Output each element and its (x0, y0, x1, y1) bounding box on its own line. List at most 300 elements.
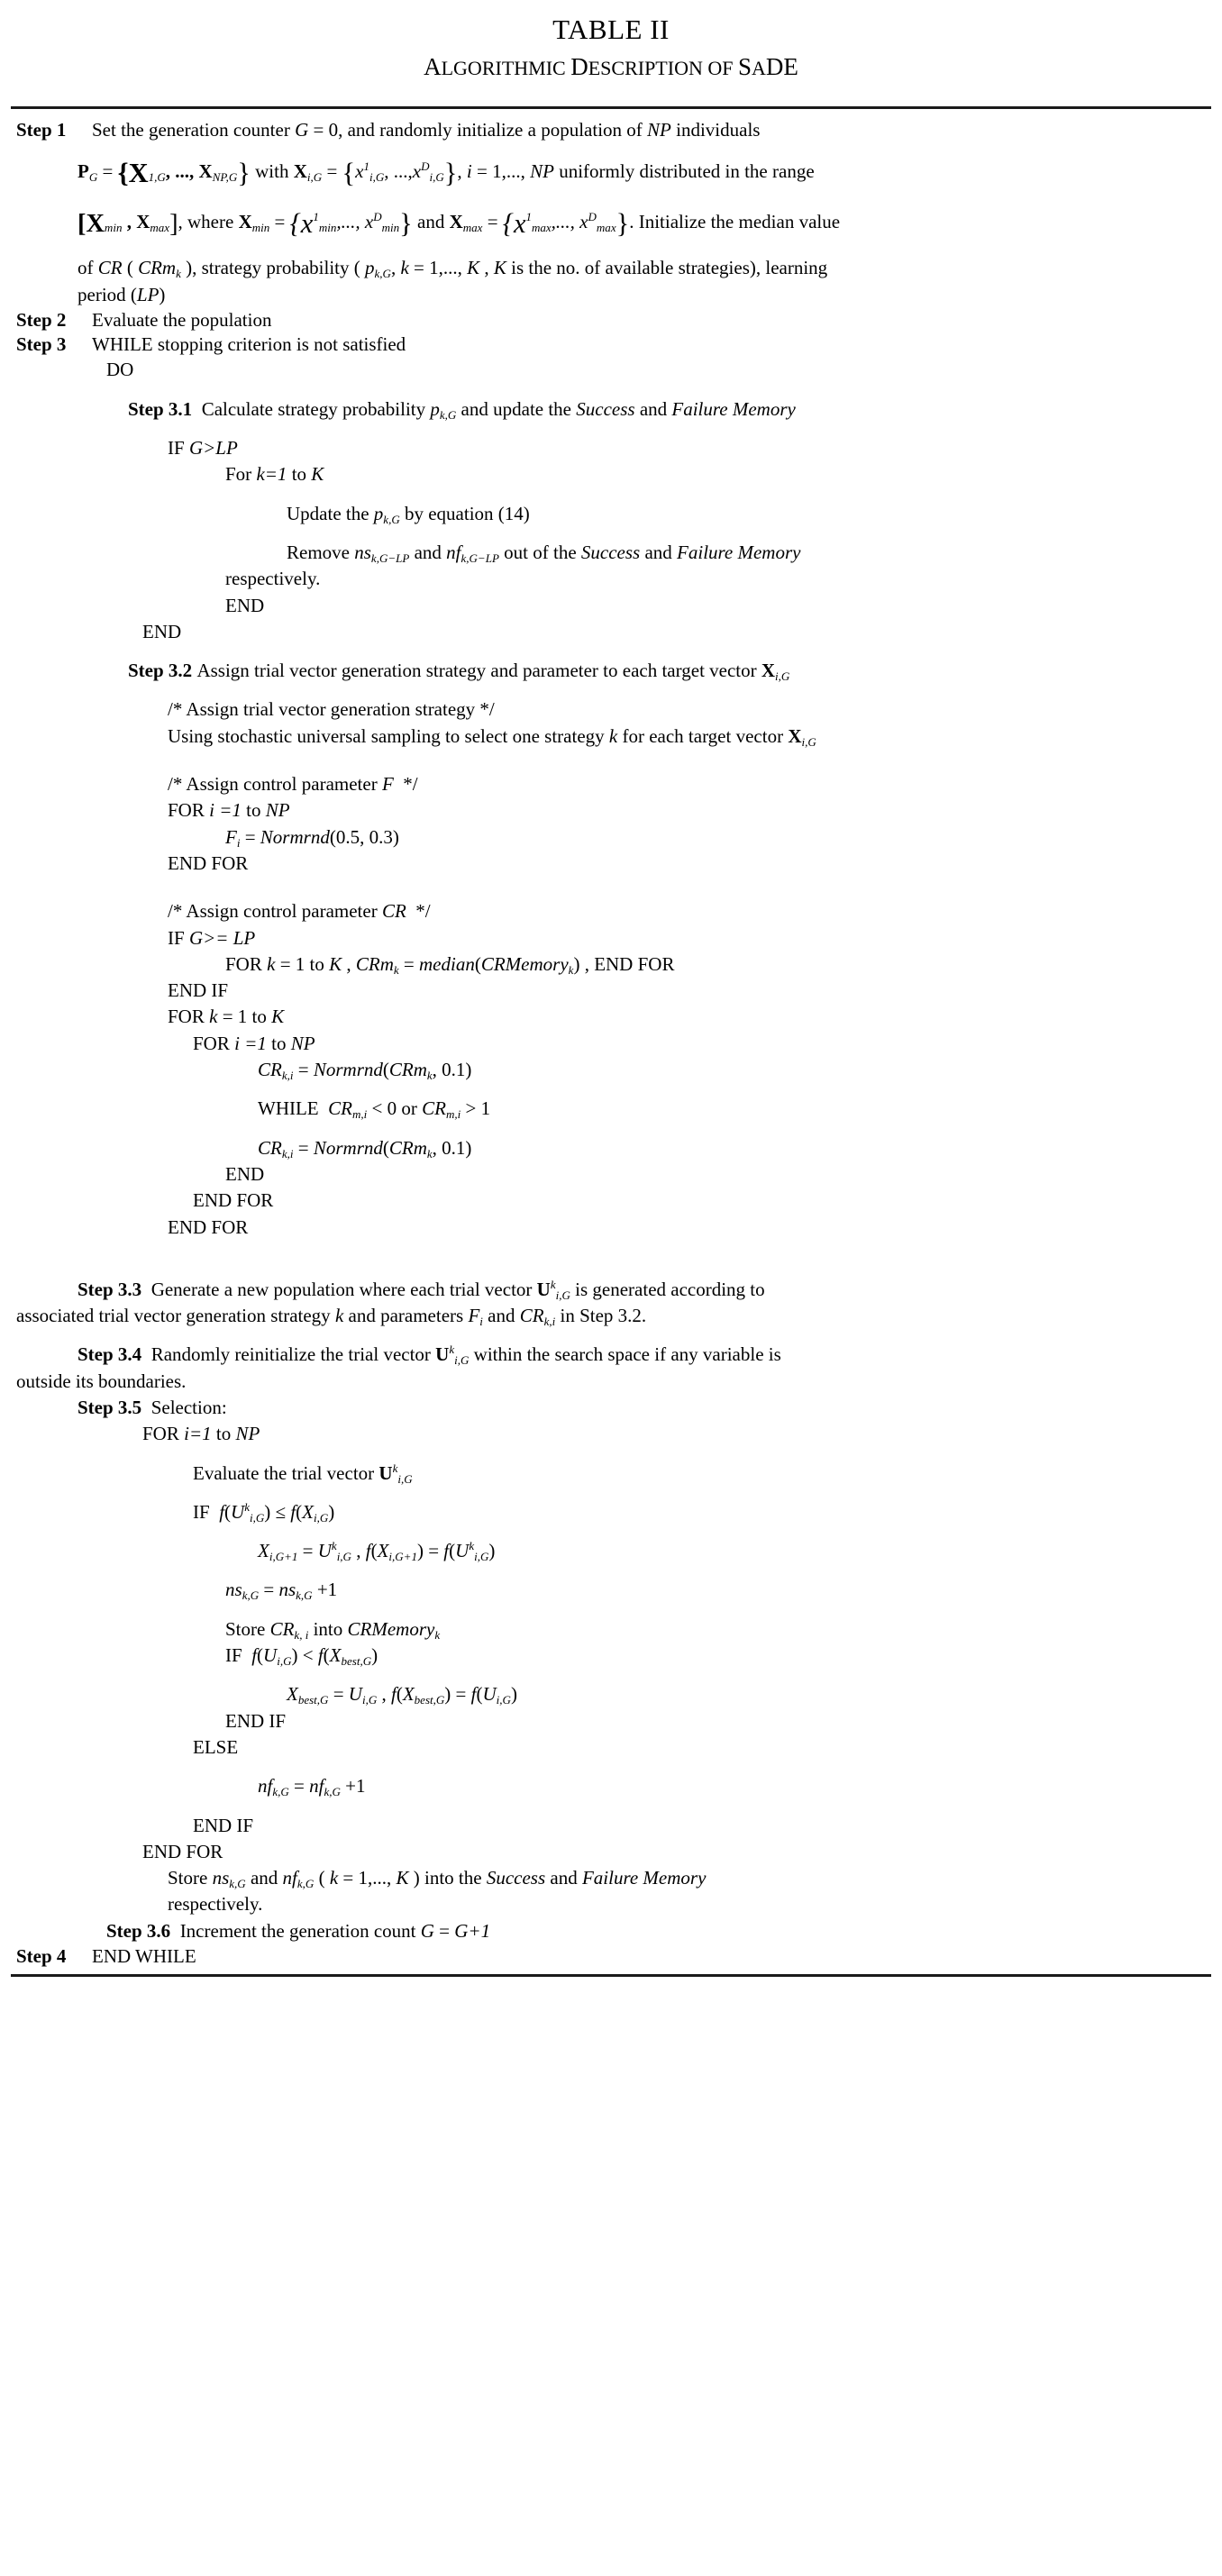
step-3-5-else: ELSE (193, 1735, 239, 1758)
s1-l4-e: = 1,..., (408, 257, 468, 279)
s31-rem-failure: Failure Memory (677, 541, 801, 563)
s35-ns-b-sub: k,G (296, 1588, 313, 1603)
s32-wh-c: > 1 (461, 1097, 491, 1120)
s31-rem-c: out of the (498, 541, 581, 563)
s35-for-i: i=1 (184, 1423, 212, 1445)
s32-cr1-eq: = (293, 1059, 314, 1081)
s1-X: X (293, 160, 307, 183)
s35-best-U: U (348, 1683, 362, 1706)
step-3-5-store-memory (168, 1865, 1206, 1891)
s32-fk-c: , (342, 952, 356, 975)
s35-st2-b: and (245, 1867, 283, 1889)
s35-best-X2-sub: best,G (414, 1693, 445, 1707)
step-3-do: DO (106, 359, 134, 381)
s35-eval-U-sub: i,G (397, 1471, 413, 1486)
s32-fi2-i: i =1 (234, 1032, 267, 1054)
s31-upd-p: p (373, 502, 384, 524)
step-4-text: END WHILE (92, 1945, 196, 1968)
s1-l3-Xmaxsub: max (462, 220, 483, 234)
s35-st2-e: ) into the (408, 1867, 487, 1889)
s1-l3-Xmax: X (449, 210, 463, 232)
s32-ifg-a: IF (168, 926, 189, 949)
s1-l3-minsub: min (104, 220, 123, 234)
s35-st2-k: k (329, 1867, 339, 1889)
caption-s: S (737, 52, 752, 80)
s35-st2-K: K (396, 1867, 409, 1889)
caption-of: OF (707, 56, 738, 79)
s33-U: U (536, 1278, 551, 1300)
s32-fi-a: FOR (168, 799, 210, 822)
s35-if-f1: f (219, 1500, 225, 1523)
s1-l3-maxsub2: max (596, 220, 616, 234)
s32-fi2-NP: NP (290, 1032, 315, 1054)
s34-U-sup: k (449, 1343, 455, 1357)
s35-asg-X: X (258, 1540, 269, 1562)
step-3-5-store-cr (225, 1616, 1206, 1643)
s35-st2-ns: ns (212, 1867, 230, 1889)
s36-G: G (420, 1919, 434, 1942)
s35-ns-b: ns (278, 1579, 296, 1601)
s32-fi-b: to (241, 799, 266, 822)
s35-for-NP: NP (235, 1423, 260, 1445)
s35-asg-U: U (317, 1540, 332, 1562)
s32-ccr-a: /* Assign control parameter (168, 900, 382, 923)
s35-best-f2close: ) (510, 1683, 517, 1706)
s32-cr1-sub: k,i (281, 1068, 294, 1082)
s33-f: in Step 3.2. (555, 1305, 647, 1327)
s1-with: with (250, 160, 294, 183)
s35-if2-close2: ) (371, 1644, 378, 1667)
s32-cr2-sub: k,i (281, 1146, 294, 1161)
s35-eval-U: U (378, 1461, 393, 1484)
s35-st2-ns-sub: k,G (229, 1877, 246, 1891)
s32-cf-b: */ (393, 773, 418, 796)
s33-e: and (482, 1305, 520, 1327)
s34-a: Randomly reinitialize the trial vector (150, 1343, 436, 1366)
step-3-2-forK-median (225, 951, 1206, 978)
s35-if2-open2: ( (323, 1644, 330, 1667)
s35-if-open2: ( (296, 1500, 303, 1523)
step-3-2-for-i (168, 797, 1206, 824)
s1-P-sub: G (88, 170, 98, 185)
s35-title: Selection: (150, 1396, 227, 1418)
s35-best-X2: X (402, 1683, 415, 1706)
s35-asg-U-sub: i,G (336, 1550, 351, 1564)
s35-asg-X2: X (377, 1540, 389, 1562)
s32-cr1-fn: Normrnd (313, 1059, 383, 1081)
s35-nf-a: nf (258, 1775, 273, 1798)
s1-l3-minsub1: min (318, 220, 337, 234)
s1-l3-tail: . Initialize the median value (629, 210, 841, 232)
s35-if-X: X (302, 1500, 314, 1523)
s35-st2-failure: Failure Memory (581, 1867, 707, 1889)
s35-asg-U2-sub: i,G (474, 1550, 489, 1564)
step-3-5-if2 (225, 1643, 1206, 1669)
s35-if-close2: ) (328, 1500, 335, 1523)
caption-d: D (570, 52, 588, 80)
s35-st-a: Store (225, 1617, 270, 1640)
s35-asg-fclose: ) (416, 1540, 424, 1562)
s32-fk-k: k (267, 952, 276, 975)
step-1-label: Step 1 (16, 118, 67, 141)
s1-l5-b: ) (159, 283, 166, 305)
s32-cf-a: /* Assign control parameter (168, 773, 382, 796)
s1-l3-minsub2: min (381, 220, 400, 234)
s31-failure: Failure Memory (671, 397, 796, 420)
s1-l3-comma: , X (122, 210, 150, 232)
s1-mid: , ..., X (165, 160, 213, 183)
s1-l5-a: period ( (78, 283, 137, 305)
s35-st2-f: and (545, 1867, 582, 1889)
s1-l3-minset: {x (289, 207, 314, 239)
s1-X-sub: i,G (306, 170, 323, 185)
step-1-line-2 (78, 155, 1206, 193)
step-3-text: WHILE stopping criterion is not satisfied (92, 333, 406, 356)
s32-cr1-CRm: CRm (388, 1059, 427, 1081)
step-3-2-forK2 (168, 1004, 1206, 1030)
s35-for-a: FOR (142, 1423, 185, 1445)
s1-l4-p-sub: k,G (374, 267, 391, 281)
step-4-label: Step 4 (16, 1945, 67, 1968)
s32-fi2-b: to (266, 1032, 291, 1054)
step-3-5-nf (258, 1773, 1206, 1799)
step-2-label: Step 2 (16, 308, 67, 331)
s35-if-a: IF (193, 1500, 220, 1523)
s32-cr1-open: ( (382, 1059, 389, 1081)
step-3-1-end-outer: END (142, 620, 182, 642)
step-3-5-eval (193, 1461, 1206, 1487)
s35-best-eq2: = (451, 1683, 471, 1706)
s35-asg-X2-sub: i,G+1 (388, 1550, 417, 1564)
s33-a: Generate a new population where each trial vector (150, 1278, 537, 1300)
s1-l4-K: K (467, 257, 480, 279)
s35-st-CR-sub: k, i (294, 1627, 309, 1642)
s35-eval-a: Evaluate the trial vector (193, 1461, 379, 1484)
s1-tail2: = 1,..., (471, 160, 531, 183)
s32-cr2-open: ( (382, 1136, 389, 1159)
s1-l3-and: and (412, 210, 450, 232)
s1-l1-a: Set the generation counter (92, 118, 296, 141)
s35-asg-f2open: ( (449, 1540, 456, 1562)
step-3-1-if (168, 435, 1206, 461)
step-2-row (16, 308, 1206, 332)
step-3-4-cont: outside its boundaries. (16, 1370, 187, 1392)
s31-if-G: G>LP (188, 437, 238, 460)
s1-l3-maxclose: } (616, 207, 630, 239)
s32-fk-CRm: CRm (355, 952, 394, 975)
s35-best-U2-sub: i,G (496, 1693, 511, 1707)
s35-best-X: X (287, 1683, 298, 1706)
s35-best-fopen: ( (396, 1683, 403, 1706)
s32-sus-b: for each target vector (617, 724, 789, 747)
s32-X: X (761, 660, 776, 682)
caption-s-rest: A (752, 56, 766, 79)
s32-fk2-b: = 1 to (217, 1006, 272, 1028)
s32-sus-X: X (788, 724, 802, 747)
step-3-2-end-for-outer: END FOR (168, 1215, 249, 1238)
s32-F-sub: i (236, 835, 241, 850)
s1-set1-close: } (237, 158, 251, 189)
s33-CR: CR (519, 1305, 544, 1327)
s32-sus-X-sub: i,G (801, 734, 816, 749)
step-3-5-label: Step 3.5 (78, 1396, 142, 1418)
s33-CR-sub: k,i (543, 1314, 556, 1328)
s35-nf-b: nf (309, 1775, 324, 1798)
s1-l3-Xmin: X (238, 210, 252, 232)
s35-st2-d: = 1,..., (338, 1867, 397, 1889)
s31-rem-nf: nf (446, 541, 461, 563)
step-3-1-remove (287, 540, 1206, 566)
s34-U-sub: i,G (454, 1353, 470, 1368)
step-3-row (16, 332, 1206, 357)
s1-l4-CR: CR (97, 257, 123, 279)
s31-a: Calculate strategy probability (201, 397, 431, 420)
s32-ccr-CR: CR (381, 900, 406, 923)
table-caption (0, 51, 1222, 83)
step-3-5-head (78, 1395, 1206, 1421)
s1-l4-g: is the no. of available strategies), learning (506, 257, 828, 279)
table-bottom-rule (11, 1974, 1211, 1977)
caption-de: DE (765, 52, 798, 80)
s1-l3-eq2: = (482, 210, 503, 232)
s32-fk-median: median (419, 952, 475, 975)
s1-l1-G: G (295, 118, 309, 141)
step-3-2-cr-assign-2 (258, 1135, 1206, 1161)
s31-rem-success: Success (580, 541, 641, 563)
s32-fk-mem-sub: k (568, 962, 574, 977)
s35-st-mem: CRMemory (347, 1617, 435, 1640)
s31-rem-ns: ns (354, 541, 371, 563)
s1-l1-NP: NP (647, 118, 671, 141)
s35-best-fclose: ) (444, 1683, 451, 1706)
step-3-2-end-while: END (225, 1162, 265, 1185)
step-3-label: Step 3 (16, 333, 67, 356)
table-body (0, 109, 1222, 1969)
s35-asg-eq2: = (423, 1540, 444, 1562)
s35-if2-U: U (263, 1644, 278, 1667)
s31-for-K: K (311, 463, 324, 486)
s35-st2-c: ( (314, 1867, 330, 1889)
s35-best-c: , (377, 1683, 391, 1706)
s31-c: and (634, 397, 672, 420)
s1-l3-maxsub1: max (531, 220, 552, 234)
s1-l3-maxmid: ,..., x (551, 210, 588, 232)
s1-l1-d: individuals (670, 118, 761, 141)
s31-p-sub: k,G (439, 407, 457, 422)
s31-rem-ns-sub: k,G−LP (370, 551, 410, 565)
caption-a-rest: LGORITHMIC (441, 56, 571, 79)
s32-ccr-b: */ (406, 900, 431, 923)
s1-P: P (78, 160, 89, 183)
s32-fk-d: , END FOR (579, 952, 675, 975)
s31-for-b: to (287, 463, 312, 486)
step-3-2-comment-CR (168, 898, 1206, 924)
s1-l3-minsup1: 1 (313, 209, 319, 223)
s35-ns-plus: +1 (312, 1579, 338, 1601)
s35-for-b: to (211, 1423, 236, 1445)
s35-eval-U-sup: k (392, 1461, 398, 1475)
s33-F-sub: i (479, 1314, 483, 1328)
s1-x1: x (355, 160, 364, 183)
s1-l3-where: , where (178, 210, 239, 232)
s35-if2-X-sub: best,G (341, 1653, 372, 1668)
s1-l4-d: , (390, 257, 401, 279)
s35-st2-success: Success (486, 1867, 546, 1889)
s1-i: i (466, 160, 472, 183)
s35-if2-a: IF (225, 1644, 252, 1667)
step-3-4-label: Step 3.4 (78, 1343, 142, 1366)
s35-asg-f2: f (443, 1540, 450, 1562)
s35-st-mem-sub: k (434, 1627, 441, 1642)
s35-if-X-sub: i,G (313, 1510, 329, 1525)
s32-fk-close: ) (573, 952, 580, 975)
s35-best-U-sub: i,G (361, 1693, 378, 1707)
s36-a: Increment the generation count (179, 1919, 421, 1942)
s1-l3-maxsub: max (150, 220, 170, 234)
s32-cr1-args: , 0.1) (432, 1059, 472, 1081)
s32-F-eq: = (240, 825, 260, 848)
s32-cr2-CRm: CRm (388, 1136, 427, 1159)
s1-l3-Xminsub: min (251, 220, 270, 234)
step-3-5-ns (225, 1577, 1206, 1603)
s35-asg-U-sup: k (331, 1539, 337, 1553)
s32-fk-mem: CRMemory (480, 952, 569, 975)
s32-fk-K: K (329, 952, 342, 975)
s31-for-a: For (225, 463, 257, 486)
s1-l4-CRm: CRm (138, 257, 177, 279)
step-3-5-endfor: END FOR (142, 1840, 223, 1862)
step-3-3-label: Step 3.3 (78, 1278, 142, 1300)
s32-fk2-K: K (271, 1006, 285, 1028)
s32-F-args: (0.5, 0.3) (329, 825, 399, 848)
step-3-1-end-inner: END (225, 594, 265, 616)
step-3-3-head (78, 1277, 1206, 1303)
step-3-5-best-assign (287, 1681, 1206, 1707)
s32-cf-F: F (381, 773, 394, 796)
s32-cr2-eq: = (293, 1136, 314, 1159)
step-3-5-endif-outer: END IF (193, 1814, 254, 1836)
s1-l3-minmid: ,..., x (336, 210, 374, 232)
s32-cr2: CR (258, 1136, 282, 1159)
caption-d-rest: ESCRIPTION (588, 56, 708, 79)
s1-eq2: = (322, 160, 342, 183)
s35-if2-lt: < (297, 1644, 318, 1667)
s33-U-sup: k (550, 1277, 556, 1291)
step-3-2-sus (168, 724, 1206, 750)
s34-U: U (435, 1343, 450, 1366)
s32-sus-k: k (608, 724, 618, 747)
step-3-2-forI2 (193, 1031, 1206, 1057)
s35-if-open: ( (224, 1500, 232, 1523)
s31-b: and update the (456, 397, 577, 420)
s35-if-U-sub: i,G (249, 1510, 265, 1525)
step-3-1-head (128, 396, 1206, 423)
s35-best-X-sub: best,G (297, 1693, 329, 1707)
step-3-2-F-assign (225, 824, 1206, 851)
step-3-3-cont (16, 1303, 1206, 1329)
step-3-5-endif-inner: END IF (225, 1709, 287, 1732)
s1-l3-eq: = (269, 210, 290, 232)
s1-l4-CRm-sub: k (176, 267, 181, 281)
s1-x2-sub: i,G (429, 170, 444, 185)
s1-l3-minclose: } (399, 207, 413, 239)
s32-wh-CR1: CR (328, 1097, 352, 1120)
s1-X1sub: 1,G (148, 170, 166, 185)
s32-sus-a: Using stochastic universal sampling to select one strategy (168, 724, 609, 747)
step-1-line-5 (78, 282, 1206, 308)
step-3-2-comment-F (168, 771, 1206, 797)
s1-l4-a: of (78, 257, 98, 279)
s32-wh-CR1-sub: m,i (351, 1107, 368, 1122)
s35-asg-fopen: ( (370, 1540, 378, 1562)
s1-tail3: uniformly distributed in the range (553, 160, 815, 183)
step-3-1-respectively: respectively. (225, 568, 321, 590)
step-1-line-1 (92, 118, 1206, 142)
s35-best-f: f (391, 1683, 397, 1706)
s35-st2-nf: nf (282, 1867, 297, 1889)
s32-fk-a: FOR (225, 952, 268, 975)
step-3-2-cr-assign-1 (258, 1057, 1206, 1083)
s35-st-b: into (308, 1617, 348, 1640)
s35-if-close: ) (264, 1500, 271, 1523)
s1-l4-f: , (479, 257, 494, 279)
s35-if2-f2: f (317, 1644, 324, 1667)
table-title-block (0, 0, 1222, 83)
s35-st-CR: CR (269, 1617, 295, 1640)
step-3-1-update (287, 501, 1206, 527)
s35-nf-b-sub: k,G (324, 1785, 341, 1799)
step-3-1-label: Step 3.1 (128, 397, 193, 420)
step-3-2-while (258, 1096, 1206, 1122)
s35-ns-a: ns (225, 1579, 242, 1601)
s31-upd-p-sub: k,G (383, 512, 400, 526)
s1-l3-maxsup2: D (588, 209, 597, 223)
s35-nf-eq: = (288, 1775, 310, 1798)
s1-l3-minsup2: D (373, 209, 382, 223)
s35-ns-eq: = (259, 1579, 279, 1601)
s31-upd-a: Update the (287, 502, 374, 524)
s1-eq1: = (97, 160, 118, 183)
s1-x1-sub: i,G (369, 170, 385, 185)
s31-p: p (430, 397, 440, 420)
s1-l3-maxsup1: 1 (525, 209, 532, 223)
step-3-6-head (106, 1918, 1206, 1944)
s33-d: and parameters (343, 1305, 469, 1327)
s1-l3-maxset: {x (502, 207, 526, 239)
s1-x1-sup: 1 (363, 159, 369, 174)
s35-st2-a: Store (168, 1867, 213, 1889)
s32-fk2-a: FOR (168, 1006, 210, 1028)
s1-l4-b: ( (122, 257, 139, 279)
s32-fk2-k: k (209, 1006, 218, 1028)
s1-NP2: NP (530, 160, 554, 183)
s35-if-U-sup: k (244, 1499, 250, 1514)
s32-F-fn: Normrnd (260, 825, 330, 848)
s32-fi-NP: NP (265, 799, 290, 822)
s35-if2-close: ) (291, 1644, 298, 1667)
s33-k: k (334, 1305, 344, 1327)
s31-rem-a: Remove (287, 541, 355, 563)
s35-asg-U2-sup: k (469, 1539, 475, 1553)
s32-fk-open: ( (474, 952, 481, 975)
s35-if-U: U (231, 1500, 245, 1523)
s32-ifg-b: G>= LP (188, 926, 256, 949)
s36-b: = (433, 1919, 455, 1942)
s35-asg-c: , (351, 1540, 366, 1562)
s35-if2-f1: f (251, 1644, 258, 1667)
s36-G2: G+1 (454, 1919, 491, 1942)
s1-l4-K2: K (493, 257, 506, 279)
